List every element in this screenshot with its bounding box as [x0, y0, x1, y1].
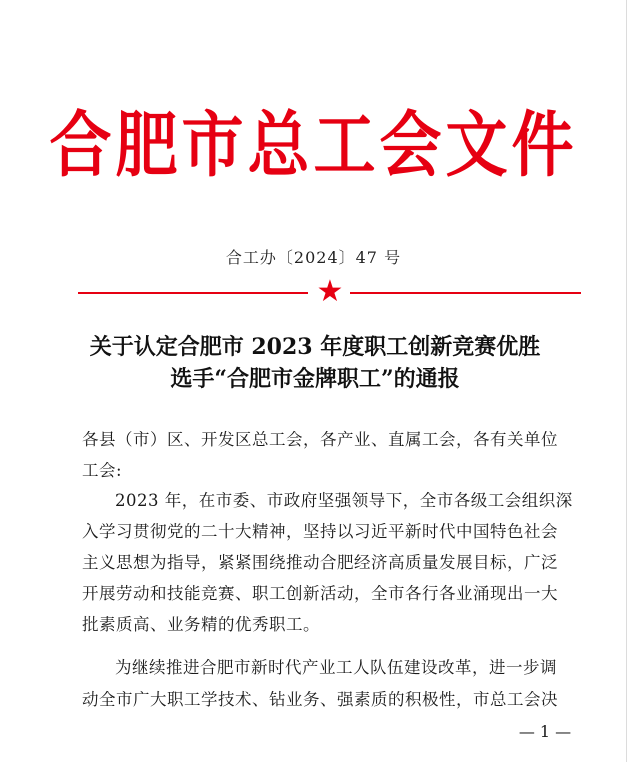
red-divider-left — [78, 292, 308, 294]
body-line: 动全市广大职工学技术、钻业务、强素质的积极性，市总工会决 — [82, 690, 558, 709]
body-line: 主义思想为指导，紧紧围绕推动合肥经济高质量发展目标，广泛 — [82, 553, 558, 572]
star-icon: ★ — [316, 274, 344, 309]
body-line: 开展劳动和技能竞赛、职工创新活动，全市各行各业涌现出一大 — [82, 584, 558, 603]
body-line: 入学习贯彻党的二十大精神，坚持以习近平新时代中国特色社会 — [82, 522, 558, 541]
document-title-line-2: 选手“合肥市金牌职工”的通报 — [170, 366, 460, 392]
body-line: 为继续推进合肥市新时代产业工人队伍建设改革，进一步调 — [115, 658, 557, 677]
document-title-line-1: 关于认定合肥市 2023 年度职工创新竞赛优胜 — [89, 334, 541, 360]
red-divider-right — [350, 292, 581, 294]
body-line: 各县（市）区、开发区总工会，各产业、直属工会，各有关单位 — [82, 430, 558, 449]
body-line: 工会: — [82, 461, 123, 480]
document-number: 合工办〔2024〕47 号 — [225, 248, 402, 267]
body-line: 批素质高、业务精的优秀职工。 — [82, 615, 320, 634]
body-line: 2023 年，在市委、市政府坚强领导下，全市各级工会组织深 — [115, 491, 573, 510]
red-header-title: 合肥市总工会文件 — [49, 102, 578, 187]
page-number: — 1 — — [518, 722, 572, 741]
